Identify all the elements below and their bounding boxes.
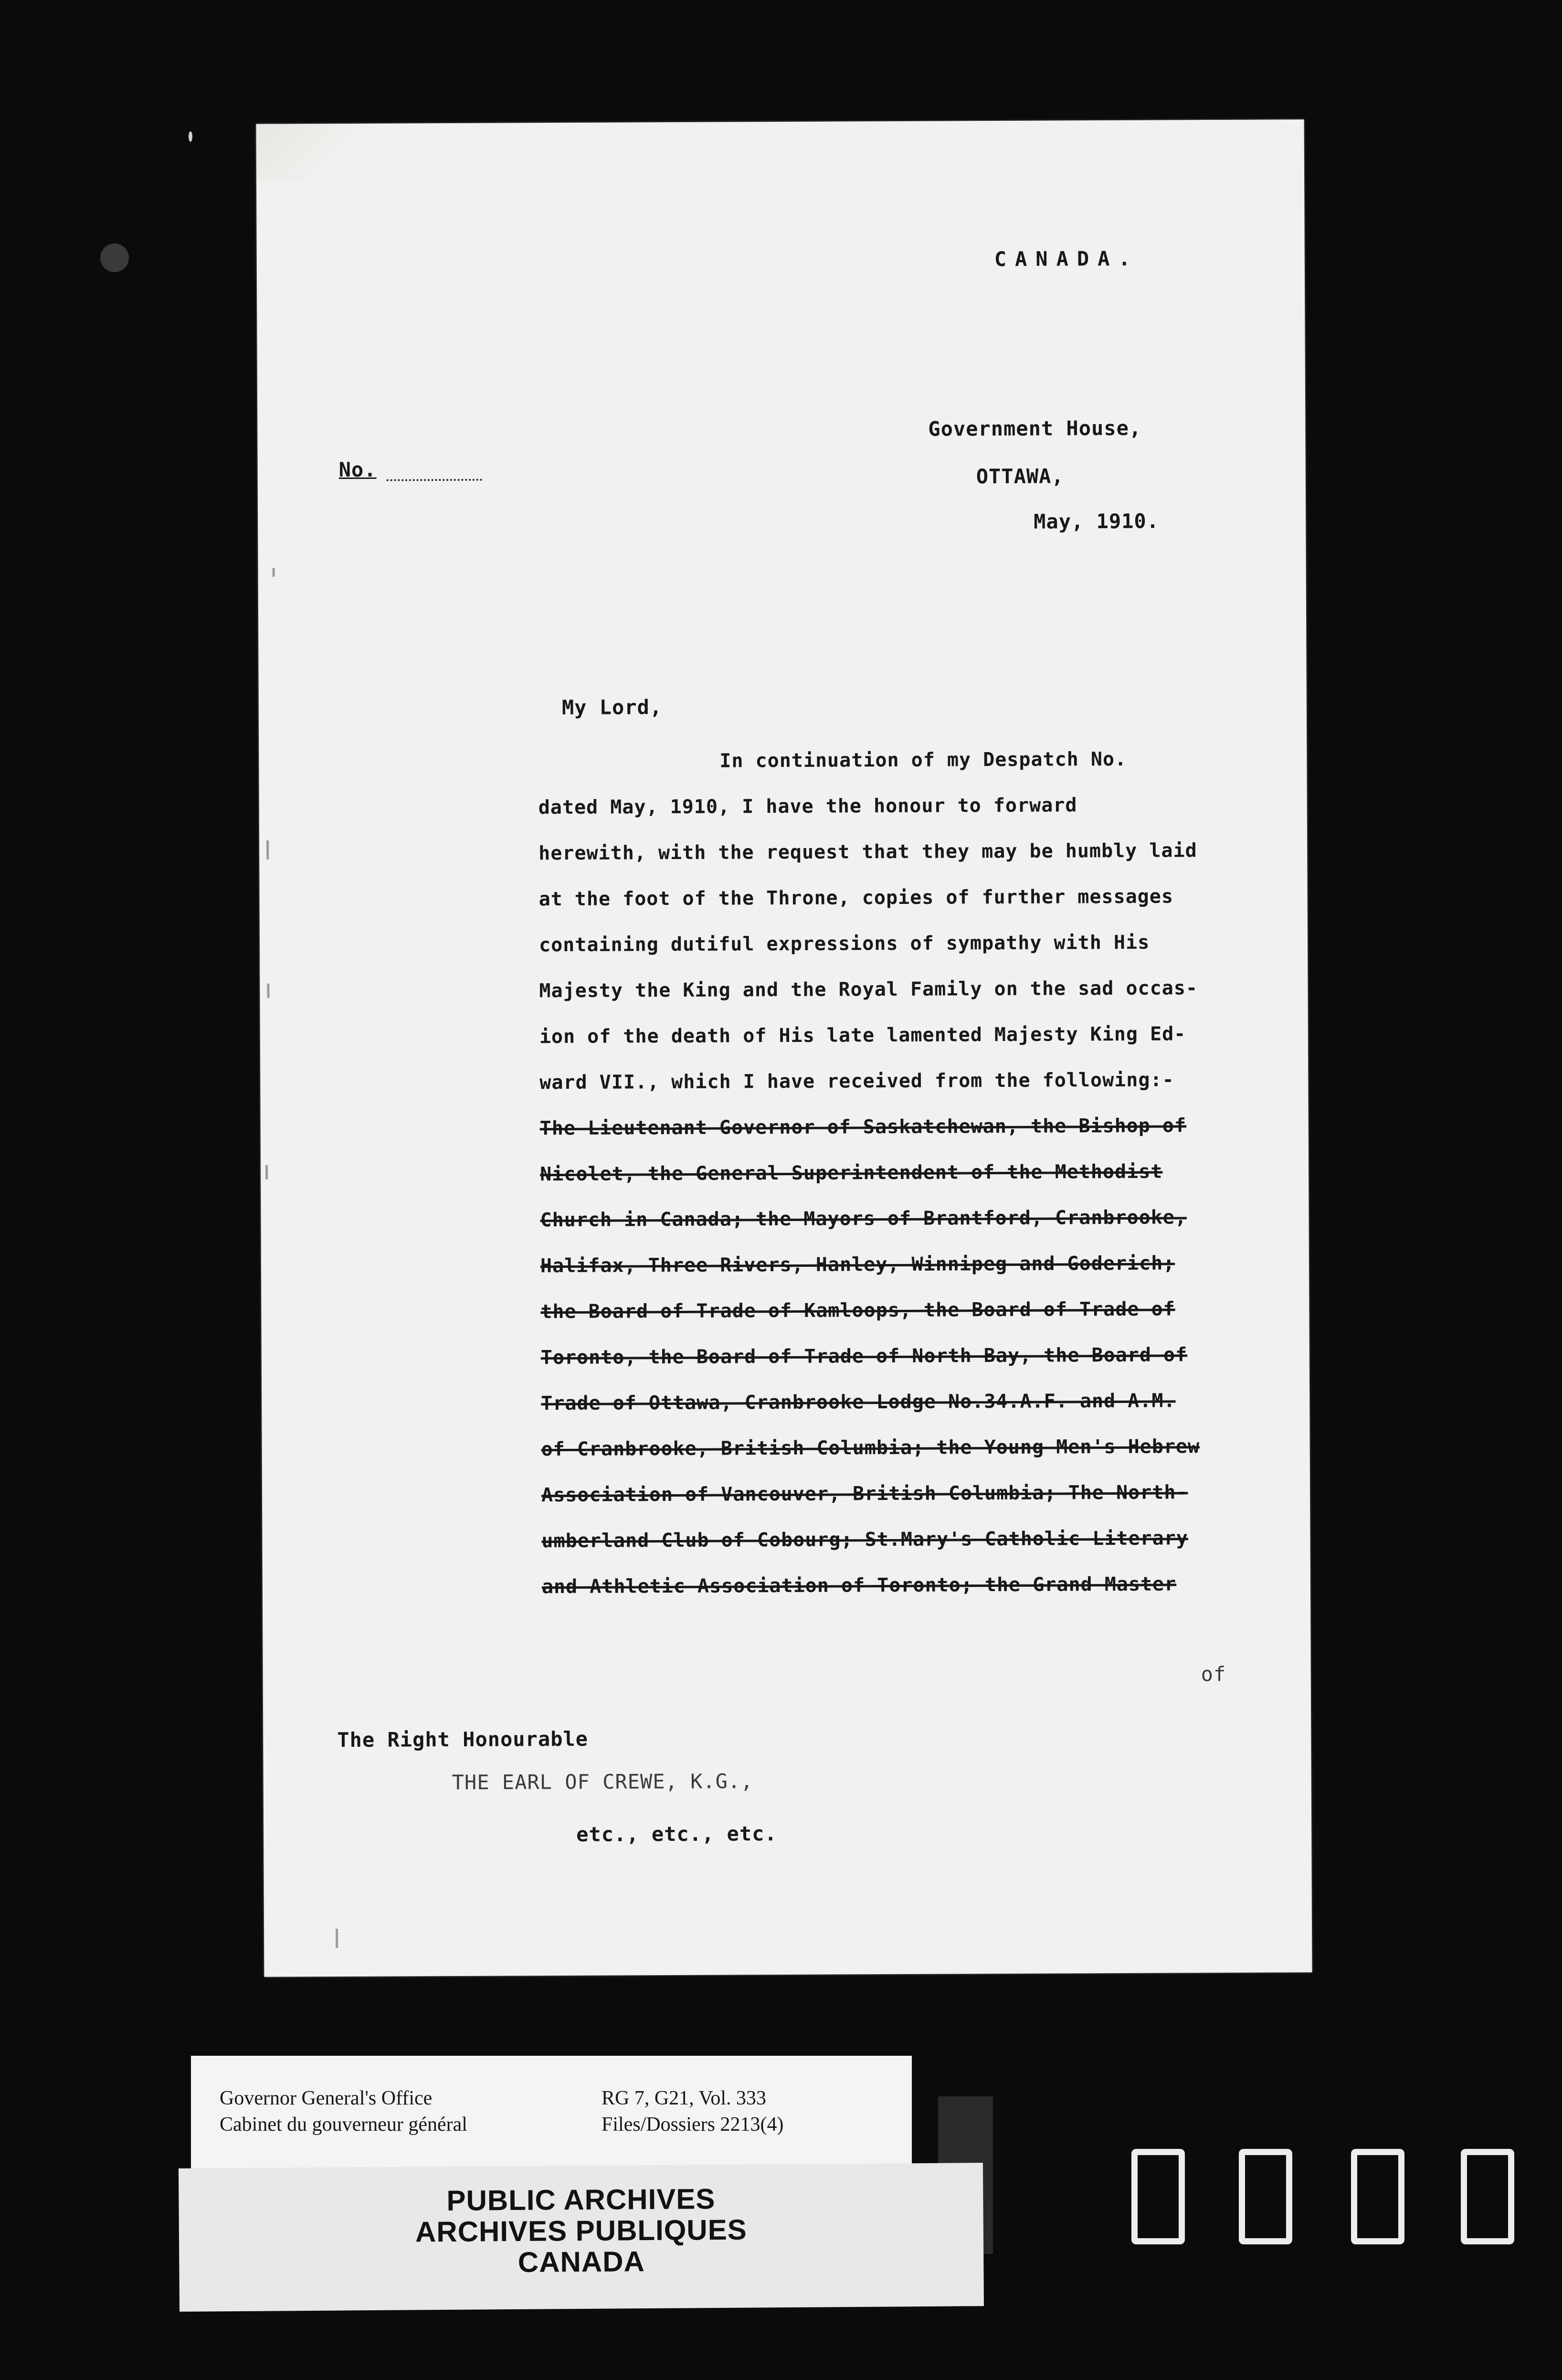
archives-country: CANADA bbox=[517, 2245, 645, 2278]
letter-body bbox=[538, 735, 1287, 1610]
body-line-struck: and Athletic Association of Toronto; the Grand Master bbox=[541, 1573, 1177, 1598]
body-line-struck: The Lieutenant Governor of Saskatchewan, the Bishop of bbox=[539, 1115, 1187, 1140]
margin-mark bbox=[266, 840, 269, 860]
sender-address-line-1: Government House, bbox=[928, 416, 1142, 441]
margin-mark bbox=[273, 568, 275, 577]
body-line-struck: Toronto, the Board of Trade of North Bay, the Board of bbox=[540, 1344, 1188, 1369]
body-line: dated May, 1910, I have the honour to forward bbox=[538, 794, 1077, 819]
body-line-struck: of Cranbrooke, British Columbia; the Young Men's Hebrew bbox=[541, 1435, 1200, 1461]
archive-reference-label bbox=[191, 2056, 912, 2170]
salutation: My Lord, bbox=[561, 695, 663, 720]
addressee-title: The Right Honourable bbox=[337, 1727, 589, 1752]
frame-counter-digit bbox=[1351, 2149, 1404, 2244]
sender-address-line-2: OTTAWA, bbox=[976, 464, 1064, 489]
despatch-number-blank bbox=[387, 479, 482, 481]
body-line-struck: Association of Vancouver, British Columbia; The North- bbox=[541, 1481, 1188, 1507]
body-line: containing dutiful expressions of sympathy with His bbox=[538, 931, 1150, 956]
body-line: In continuation of my Despatch No. bbox=[719, 748, 1127, 772]
body-line: ward VII., which I have received from the following:- bbox=[539, 1069, 1174, 1094]
frame-counter-digit bbox=[1131, 2149, 1185, 2244]
film-speck bbox=[189, 131, 192, 142]
margin-mark bbox=[267, 984, 269, 998]
body-line-struck: the Board of Trade of Kamloops, the Board of Trade of bbox=[540, 1298, 1175, 1323]
frame-counter-digit bbox=[1461, 2149, 1514, 2244]
margin-mark bbox=[336, 1929, 338, 1948]
frame-counter-digit bbox=[1239, 2149, 1292, 2244]
margin-mark bbox=[265, 1165, 268, 1179]
body-line-struck: Halifax, Three Rivers, Hanley, Winnipeg and Goderich; bbox=[540, 1252, 1175, 1277]
addressee-name: THE EARL OF CREWE, K.G., bbox=[452, 1769, 753, 1795]
file-reference: Files/Dossiers 2213(4) bbox=[602, 2114, 784, 2136]
film-speck bbox=[100, 244, 129, 272]
archives-name-english: PUBLIC ARCHIVES bbox=[446, 2183, 716, 2217]
archives-name-french: ARCHIVES PUBLIQUES bbox=[415, 2213, 748, 2248]
letter-date: May, 1910. bbox=[1034, 509, 1160, 533]
body-line-struck: Church in Canada; the Mayors of Brantford, Cranbrooke, bbox=[540, 1206, 1187, 1232]
office-name-english: Governor General's Office bbox=[220, 2087, 433, 2109]
body-line: herewith, with the request that they may be humbly laid bbox=[538, 839, 1197, 865]
office-name-french: Cabinet du gouverneur général bbox=[220, 2114, 467, 2136]
addressee-etc: etc., etc., etc. bbox=[576, 1822, 777, 1846]
country-heading: CANADA. bbox=[994, 246, 1139, 271]
page-continuation-word: of bbox=[1201, 1662, 1226, 1686]
record-group-reference: RG 7, G21, Vol. 333 bbox=[602, 2087, 767, 2109]
frame-counter bbox=[1112, 2149, 1542, 2254]
letter-page bbox=[256, 119, 1312, 1977]
body-line-struck: umberland Club of Cobourg; St.Mary's Catholic Literary bbox=[541, 1527, 1189, 1552]
public-archives-label bbox=[179, 2163, 984, 2312]
body-line-struck: Nicolet, the General Superintendent of the Methodist bbox=[540, 1160, 1163, 1186]
body-line: at the foot of the Throne, copies of further messages bbox=[538, 885, 1174, 911]
despatch-number-label: No. bbox=[338, 457, 377, 482]
body-line-struck: Trade of Ottawa, Cranbrooke Lodge No.34.A.F. and A.M. bbox=[541, 1390, 1176, 1415]
body-line: Majesty the King and the Royal Family on the sad occas- bbox=[539, 977, 1198, 1002]
body-line: ion of the death of His late lamented Majesty King Ed- bbox=[539, 1023, 1186, 1048]
